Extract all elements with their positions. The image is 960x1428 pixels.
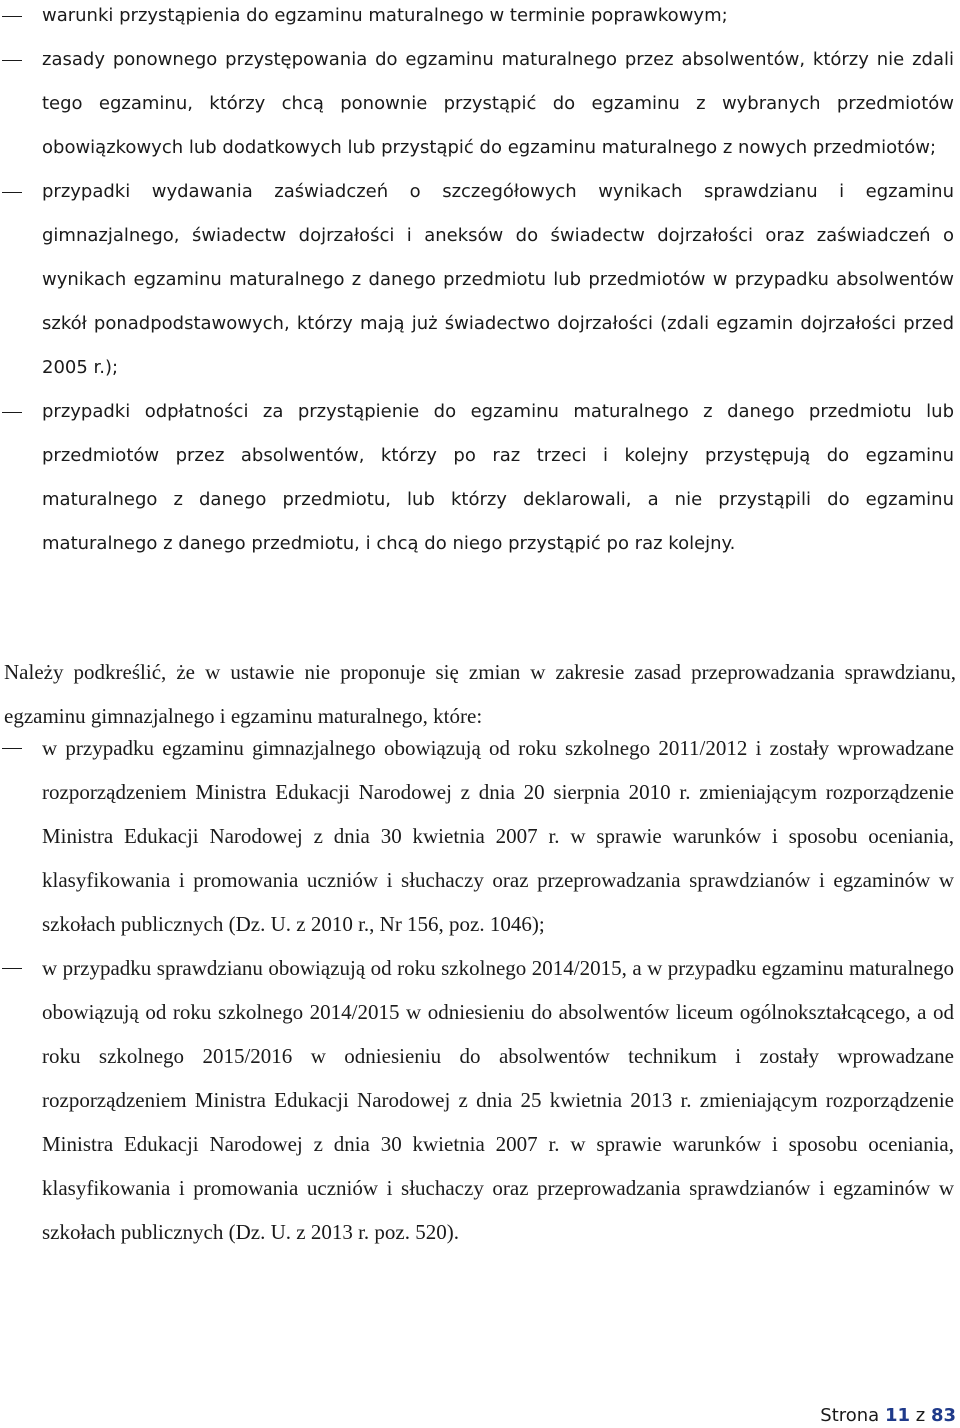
- list-item-text: zasady ponownego przystępowania do egzaminu maturalnego przez absolwentów, którzy nie zdali tego egzaminu, którzy chcą ponownie przystąpić do egzaminu z wybranych przedmiotów obowiązkowych lub dodatkowych lub przystąpić do egzaminu maturalnego z nowych przedmiotów;: [42, 49, 954, 158]
- page-of-label: z: [915, 1405, 926, 1426]
- total-pages-number: 83: [930, 1405, 956, 1426]
- dash-bullet-icon: [2, 412, 22, 413]
- body-paragraph: Należy podkreślić, że w ustawie nie proponuje się zmian w zakresie zasad przeprowadzania sprawdzianu, egzaminu gimnazjalnego i egzaminu maturalnego, które:: [4, 660, 956, 728]
- page-number-footer: [820, 1404, 956, 1428]
- list-item-text: warunki przystąpienia do egzaminu maturalnego w terminie poprawkowym;: [42, 5, 728, 26]
- list-item: [0, 170, 958, 390]
- dash-bullet-icon: [2, 748, 22, 749]
- list-item-text: w przypadku egzaminu gimnazjalnego obowiązują od roku szkolnego 2011/2012 i zostały wprowadzane rozporządzeniem Ministra Edukacji Narodowej z dnia 20 sierpnia 2010 r. zmieniającym rozporządzenie Ministra Edukacji Narodowej z dnia 30 kwietnia 2007 r. w sprawie warunków i sposobu oceniania, klasyfikowania i promowania uczniów i słuchaczy oraz przeprowadzania sprawdzianów i egzaminów w szkołach publicznych (Dz. U. z 2010 r., Nr 156, poz. 1046);: [42, 736, 954, 936]
- list-item: [0, 390, 958, 566]
- list-item-text: przypadki odpłatności za przystąpienie do egzaminu maturalnego z danego przedmiotu lub przedmiotów przez absolwentów, którzy po raz trzeci i kolejny przystępują do egzaminu maturalnego z danego przedmiotu, lub którzy deklarowali, a nie przystąpili do egzaminu maturalnego z danego przedmiotu, i chcą do niego przystąpić po raz kolejny.: [42, 401, 954, 554]
- list-item: [0, 38, 958, 170]
- page-label: Strona: [820, 1405, 880, 1426]
- dash-bullet-icon: [2, 60, 22, 61]
- list-item: [0, 946, 958, 1254]
- list-item-text: w przypadku sprawdzianu obowiązują od roku szkolnego 2014/2015, a w przypadku egzaminu maturalnego obowiązują od roku szkolnego 2014/2015 w odniesieniu do absolwentów liceum ogólnokształcącego, a od roku szkolnego 2015/2016 w odniesieniu do absolwentów technikum i zostały wprowadzane rozporządzeniem Ministra Edukacji Narodowej z dnia 25 kwietnia 2013 r. zmieniającym rozporządzenie Ministra Edukacji Narodowej z dnia 30 kwietnia 2007 r. w sprawie warunków i sposobu oceniania, klasyfikowania i promowania uczniów i słuchaczy oraz przeprowadzania sprawdzianów i egzaminów w szkołach publicznych (Dz. U. z 2013 r. poz. 520).: [42, 956, 954, 1244]
- top-bullet-list: [0, 0, 958, 566]
- current-page-number: 11: [884, 1405, 911, 1426]
- bottom-bullet-list: [0, 726, 958, 1254]
- list-item-text: przypadki wydawania zaświadczeń o szczegółowych wynikach sprawdzianu i egzaminu gimnazjalnego, świadectw dojrzałości i aneksów do świadectw dojrzałości oraz zaświadczeń o wynikach egzaminu maturalnego z danego przedmiotu lub przedmiotów w przypadku absolwentów szkół ponadpodstawowych, którzy mają już świadectwo dojrzałości (zdali egzamin dojrzałości przed 2005 r.);: [42, 181, 954, 378]
- dash-bullet-icon: [2, 968, 22, 969]
- dash-bullet-icon: [2, 192, 22, 193]
- list-item: [0, 0, 958, 38]
- list-item: [0, 726, 958, 946]
- dash-bullet-icon: [2, 16, 22, 17]
